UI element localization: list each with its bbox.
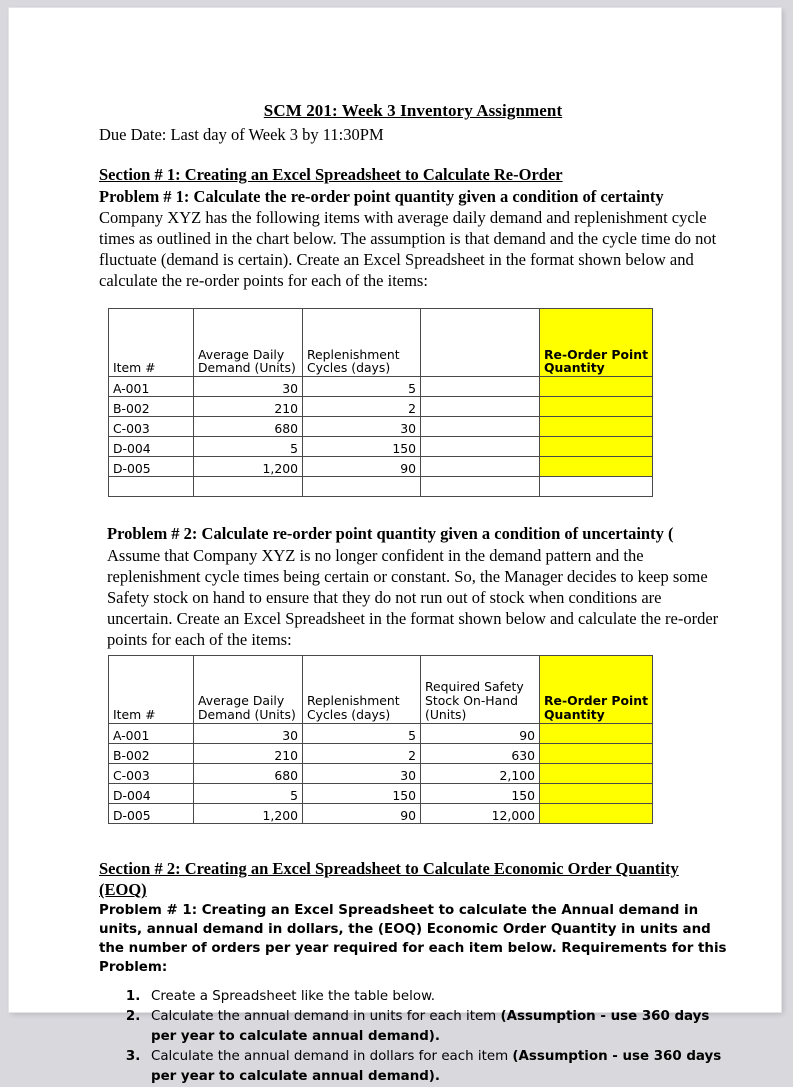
list-item	[145, 987, 727, 1006]
header-line-2: Demand (Units)	[198, 707, 296, 723]
cell-cycles: 150	[303, 783, 421, 803]
requirement-bold: (Assumption - use 360 days per year to calculate annual demand).	[151, 1009, 710, 1044]
table-1-wrapper	[108, 308, 727, 497]
section-1-problem-1-body: Company XYZ has the following items with average daily demand and replenishment cycle times as outlined in the chart below. The assumption is that demand and the cycle time do not fluctuate (demand is certain). Create an Excel Spreadsheet in the format shown below and calculate the re-order points for each of the items:	[99, 208, 717, 291]
table-row	[109, 377, 653, 397]
header-reorder-point-quantity	[540, 309, 653, 377]
cell-reorder	[540, 377, 653, 397]
cell-demand: 5	[194, 437, 303, 457]
header-line-1: Re-Order Point	[544, 693, 649, 709]
section-1-heading: Section # 1: Creating an Excel Spreadsheet to Calculate Re-Order	[99, 165, 563, 185]
cell-cycles: 2	[303, 397, 421, 417]
header-line-1: Required Safety	[425, 679, 524, 695]
cell-demand: 210	[194, 743, 303, 763]
section-2-problem-1-intro: Problem # 1: Creating an Excel Spreadsheet to calculate the Annual demand in units, annual demand in dollars, the (EOQ) Economic Order Quantity in units and the number of orders per year required for each item below. Requirements for this Problem:	[99, 902, 727, 975]
cell-item: D-004	[109, 437, 194, 457]
cell-cycles: 150	[303, 437, 421, 457]
cell-safety-stock: 630	[421, 743, 540, 763]
table-row	[109, 803, 653, 823]
cell-blank	[421, 457, 540, 477]
header-replenishment-cycles	[303, 655, 421, 723]
table-row	[109, 417, 653, 437]
table-row	[109, 457, 653, 477]
cell-cycles: 30	[303, 417, 421, 437]
section-1-problem-2-body: Assume that Company XYZ is no longer confident in the demand pattern and the replenishment cycle times being certain or constant. So, the Manager decides to keep some Safety stock on hand to ensure that they do not run out of stock when conditions are uncertain. Create an Excel Spreadsheet in the format shown below and calculate the re-order points for each of the items:	[107, 545, 719, 649]
table-row	[109, 723, 653, 743]
cell-item: C-003	[109, 417, 194, 437]
header-line-2: Demand (Units)	[198, 360, 296, 376]
requirement-text: Calculate the annual demand in dollars for each item	[151, 1049, 513, 1065]
header-average-daily-demand	[194, 655, 303, 723]
cell-blank	[421, 377, 540, 397]
requirement-bold: (Assumption - use 360 days per year to calculate annual demand).	[151, 1049, 722, 1084]
cell-cycles: 5	[303, 723, 421, 743]
cell-reorder	[540, 803, 653, 823]
cell-reorder	[540, 763, 653, 783]
cell-blank	[421, 397, 540, 417]
header-replenishment-cycles	[303, 309, 421, 377]
document-page	[9, 8, 781, 1084]
cell-blank	[421, 477, 540, 497]
cell-safety-stock: 2,100	[421, 763, 540, 783]
requirements-list	[99, 987, 727, 1086]
table-row	[109, 783, 653, 803]
cell-safety-stock: 90	[421, 723, 540, 743]
header-line-1: Replenishment	[307, 693, 400, 709]
cell-demand: 680	[194, 417, 303, 437]
cell-reorder	[540, 477, 653, 497]
cell-cycles: 90	[303, 457, 421, 477]
list-item	[145, 1047, 727, 1086]
header-line-2: Quantity	[544, 707, 605, 723]
requirement-text: Calculate the annual demand in units for each item	[151, 1009, 501, 1025]
header-line-1: Average Daily	[198, 346, 285, 362]
header-item-number: Item #	[109, 309, 194, 377]
cell-item: C-003	[109, 763, 194, 783]
section-2-heading: Section # 2: Creating an Excel Spreadsheet to Calculate Economic Order Quantity (EOQ)	[99, 858, 679, 900]
header-reorder-point-quantity	[540, 655, 653, 723]
cell-demand: 30	[194, 377, 303, 397]
table-header-row	[109, 309, 653, 377]
cell-demand: 210	[194, 397, 303, 417]
cell-reorder	[540, 417, 653, 437]
header-line-2: Stock On-Hand	[425, 693, 518, 709]
cell-cycles: 2	[303, 743, 421, 763]
header-line-2: Cycles (days)	[307, 707, 391, 723]
cell-reorder	[540, 743, 653, 763]
table-2-wrapper	[108, 655, 727, 824]
cell-demand	[194, 477, 303, 497]
table-row	[109, 437, 653, 457]
table-row	[109, 743, 653, 763]
page-shadow	[9, 8, 781, 1084]
requirement-text: Create a Spreadsheet like the table below.	[151, 988, 436, 1004]
header-line-1: Replenishment	[307, 346, 400, 362]
header-average-daily-demand	[194, 309, 303, 377]
cell-demand: 680	[194, 763, 303, 783]
reorder-point-certainty-table	[108, 308, 653, 497]
cell-demand: 30	[194, 723, 303, 743]
table-row	[109, 477, 653, 497]
cell-reorder	[540, 723, 653, 743]
cell-demand: 1,200	[194, 803, 303, 823]
cell-item: A-001	[109, 723, 194, 743]
cell-reorder	[540, 437, 653, 457]
header-line-1: Average Daily	[198, 693, 285, 709]
cell-item: A-001	[109, 377, 194, 397]
page-title: SCM 201: Week 3 Inventory Assignment	[263, 101, 563, 120]
cell-item: B-002	[109, 743, 194, 763]
document-content	[99, 100, 727, 1087]
header-line-3: (Units)	[425, 707, 467, 723]
table-header-row	[109, 655, 653, 723]
header-required-safety-stock	[421, 655, 540, 723]
cell-cycles: 90	[303, 803, 421, 823]
list-item	[145, 1007, 727, 1046]
section-1-problem-1-heading: Problem # 1: Calculate the re-order point quantity given a condition of certainty	[99, 186, 664, 206]
cell-cycles: 5	[303, 377, 421, 397]
header-blank-column	[421, 309, 540, 377]
cell-reorder	[540, 783, 653, 803]
cell-item: D-005	[109, 457, 194, 477]
cell-cycles	[303, 477, 421, 497]
reorder-point-uncertainty-table	[108, 655, 653, 824]
cell-demand: 1,200	[194, 457, 303, 477]
cell-demand: 5	[194, 783, 303, 803]
due-date-line: Due Date: Last day of Week 3 by 11:30PM	[99, 125, 384, 145]
cell-blank	[421, 437, 540, 457]
table-row	[109, 397, 653, 417]
cell-safety-stock: 12,000	[421, 803, 540, 823]
cell-item: B-002	[109, 397, 194, 417]
cell-item: D-005	[109, 803, 194, 823]
header-line-2: Quantity	[544, 360, 605, 376]
cell-reorder	[540, 457, 653, 477]
header-line-2: Cycles (days)	[307, 360, 391, 376]
table-row	[109, 763, 653, 783]
section-1-problem-2-heading: Problem # 2: Calculate re-order point quantity given a condition of uncertainty (	[107, 524, 674, 544]
cell-safety-stock: 150	[421, 783, 540, 803]
header-item-number: Item #	[109, 655, 194, 723]
cell-cycles: 30	[303, 763, 421, 783]
cell-reorder	[540, 397, 653, 417]
cell-item: D-004	[109, 783, 194, 803]
cell-item	[109, 477, 194, 497]
cell-blank	[421, 417, 540, 437]
header-line-1: Re-Order Point	[544, 346, 649, 362]
